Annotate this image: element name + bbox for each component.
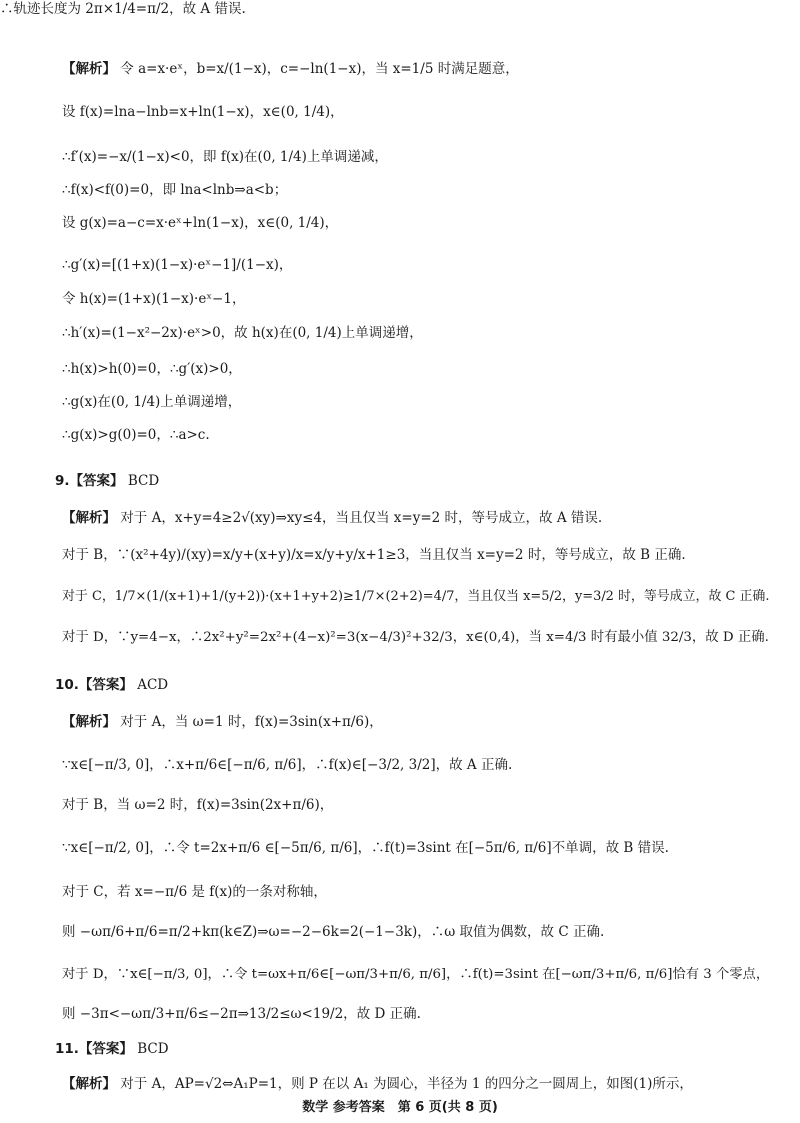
section-tag: 9.【答案】: [55, 473, 124, 489]
solution-line: [62, 214, 338, 232]
solution-line: [62, 588, 769, 606]
solution-line: [62, 1005, 421, 1023]
line-text: ∴g(x)>g(0)=0，∴a>c.: [62, 427, 210, 443]
solution-line: [62, 509, 602, 527]
section-tag: 10.【答案】: [55, 677, 133, 693]
solution-line: [62, 1075, 693, 1093]
solution-line: [62, 148, 388, 166]
line-text: ∴f(x)<f(0)=0，即 lna<lnb⇒a<b；: [62, 182, 288, 198]
solution-line: [62, 966, 769, 984]
solution-line: [62, 756, 512, 774]
solution-line: [0, 0, 246, 18]
solution-line: [55, 1040, 169, 1058]
line-text: 对于 C，1/7×(1/(x+1)+1/(y+2))·(x+1+y+2)≥1/7×(2+2)=4/7，当且仅当 x=5/2，y=3/2 时，等号成立，故 C 正确.: [62, 589, 770, 604]
line-text: 对于 D，∵x∈[−π/3, 0]，∴令 t=ωx+π/6∈[−ωπ/3+π/6, π/6]，∴f(t)=3sint 在[−ωπ/3+π/6, π/6]恰有 3 个零点，: [62, 967, 770, 982]
line-text: BCD: [127, 473, 160, 489]
solution-line: [62, 393, 241, 411]
section-tag: 【解析】: [62, 1076, 116, 1092]
line-text: ∴f′(x)=−x/(1−x)<0，即 f(x)在(0, 1/4)上单调递减，: [62, 149, 388, 165]
line-text: ∴轨迹长度为 2π×1/4=π/2，故 A 错误.: [0, 1, 246, 17]
solution-line: [62, 256, 292, 274]
line-text: BCD: [137, 1041, 169, 1057]
line-text: ∵x∈[−π/2, 0]，∴令 t=2x+π/6 ∈[−5π/6, π/6]，∴f(t)=3sint 在[−5π/6, π/6]不单调，故 B 错误.: [62, 840, 669, 856]
solution-line: [55, 676, 168, 694]
solution-line: [62, 796, 333, 814]
line-text: ∵x∈[−π/3, 0]，∴x+π/6∈[−π/6, π/6]，∴f(x)∈[−3/2, 3/2]，故 A 正确.: [62, 757, 513, 773]
line-text: 令 h(x)=(1+x)(1−x)·eˣ−1，: [62, 291, 246, 307]
line-text: 对于 B，当 ω=2 时，f(x)=3sin(2x+π/6)，: [62, 797, 334, 813]
line-text: ∴h′(x)=(1−x²−2x)·eˣ>0，故 h(x)在(0, 1/4)上单调递增，: [62, 325, 423, 341]
solution-line: [62, 181, 287, 199]
solution-line: [62, 426, 210, 444]
line-text: 对于 C，若 x=−π/6 是 f(x)的一条对称轴，: [62, 884, 327, 900]
line-text: 对于 B，∵(x²+4y)/(xy)=x/y+(x+y)/x=x/y+y/x+1≥3，当且仅当 x=y=2 时，等号成立，故 B 正确.: [62, 547, 686, 563]
solution-line: [62, 839, 669, 857]
line-text: 对于 A，AP=√2⇔A₁P=1，则 P 在以 A₁ 为圆心，半径为 1 的四分之一圆周上，如图(1)所示，: [120, 1076, 693, 1092]
section-tag: 11.【答案】: [55, 1041, 133, 1057]
solution-line: [62, 324, 423, 342]
line-text: 则 −3π<−ωπ/3+π/6≤−2π⇒13/2≤ω<19/2，故 D 正确.: [62, 1006, 421, 1022]
solution-line: [62, 713, 383, 731]
page-footer: 数学 参考答案 第 6 页(共 8 页): [302, 1100, 498, 1115]
line-text: 设 f(x)=lna−lnb=x+ln(1−x)，x∈(0, 1/4)，: [62, 104, 344, 120]
section-tag: 【解析】: [62, 510, 116, 526]
line-text: 对于 A，当 ω=1 时，f(x)=3sin(x+π/6)，: [120, 714, 383, 730]
section-tag: 【解析】: [62, 61, 116, 77]
line-text: ∴g(x)在(0, 1/4)上单调递增，: [62, 394, 242, 410]
line-text: ∴g′(x)=[(1+x)(1−x)·eˣ−1]/(1−x)，: [62, 257, 293, 273]
solution-line: [62, 546, 686, 564]
line-text: 令 a=x·eˣ，b=x/(1−x)，c=−ln(1−x)，当 x=1/5 时满足题意，: [120, 61, 519, 77]
solution-line: [62, 103, 344, 121]
line-text: 设 g(x)=a−c=x·eˣ+ln(1−x)，x∈(0, 1/4)，: [62, 215, 339, 231]
line-text: 对于 D，∵y=4−x，∴2x²+y²=2x²+(4−x)²=3(x−4/3)²+32/3，x∈(0,4)，当 x=4/3 时有最小值 32/3，故 D 正确.: [62, 630, 769, 645]
line-text: 则 −ωπ/6+π/6=π/2+kπ(k∈Z)⇒ω=−2−6k=2(−1−3k)，∴ω 取值为偶数，故 C 正确.: [62, 924, 605, 940]
solution-line: [62, 360, 242, 378]
section-tag: 【解析】: [62, 714, 116, 730]
solution-line: [62, 290, 245, 308]
solution-line: [62, 629, 769, 647]
solution-line: [55, 472, 159, 490]
line-text: ∴h(x)>h(0)=0，∴g′(x)>0，: [62, 361, 242, 377]
solution-line: [62, 60, 519, 78]
line-text: ACD: [137, 677, 169, 693]
solution-line: [62, 923, 604, 941]
solution-line: [62, 883, 327, 901]
line-text: 对于 A，x+y=4≥2√(xy)⇒xy≤4，当且仅当 x=y=2 时，等号成立，故 A 错误.: [120, 510, 603, 526]
